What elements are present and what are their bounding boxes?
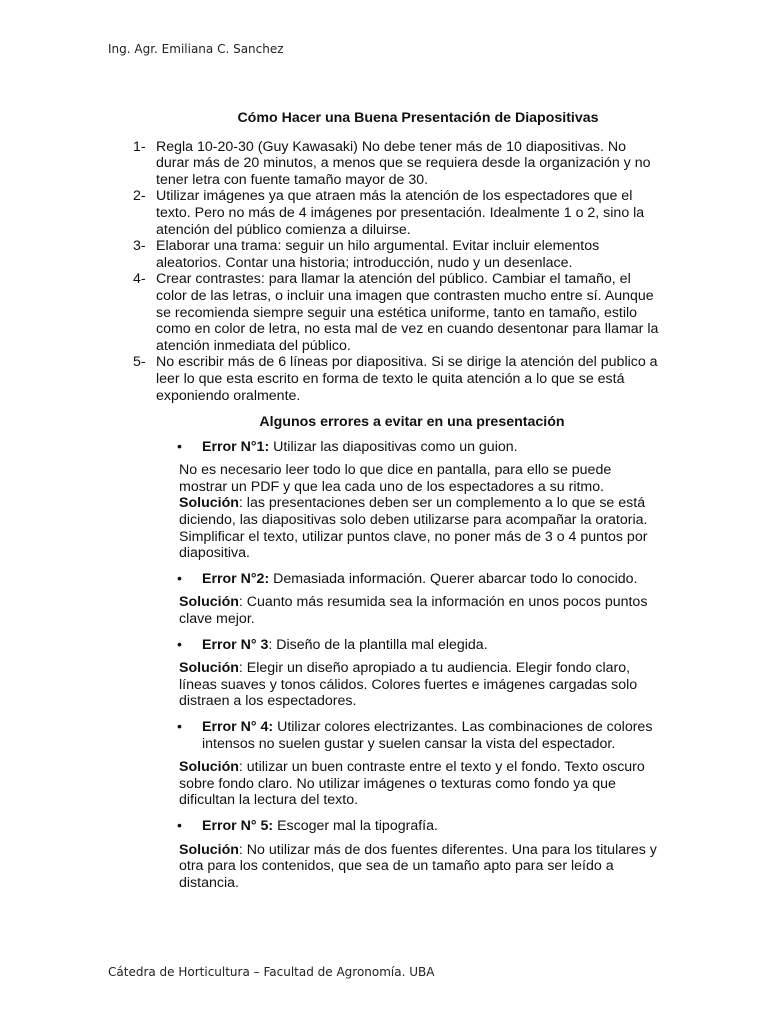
rule-item: [133, 238, 663, 271]
bullet-icon: •: [177, 636, 182, 653]
bullet-icon: •: [177, 570, 182, 587]
solution-label: Solución: [179, 594, 239, 611]
solution-label: Solución: [179, 660, 239, 677]
rule-text: Elaborar una trama: seguir un hilo argumental. Evitar incluir elementos aleatorios. Contar una historia; introducción, nudo y un desenlace.: [156, 238, 600, 271]
error-text: Utilizar colores electrizantes. Las combinaciones de colores intensos no suelen gustar y suelen cansar la vista del espectador.: [202, 719, 653, 752]
solution-text: : No utilizar más de dos fuentes diferentes. Una para los titulares y otra para los contenidos, que sea de un tamaño apto para ser leído a distancia.: [179, 841, 657, 891]
page-header-author: Ing. Agr. Emiliana C. Sanchez: [108, 42, 284, 56]
document-body: [133, 110, 663, 900]
error-text: Escoger mal la tipografía.: [273, 817, 438, 834]
error-1-pre-text: No es necesario leer todo lo que dice en pantalla, para ello se puede mostrar un PDF y que lea cada uno de los espectadores a su ritmo.: [179, 462, 612, 495]
error-label: Error N° 5:: [202, 817, 274, 834]
error-label: Error N°2:: [202, 570, 270, 587]
rules-list: [133, 139, 663, 405]
solution-text: : utilizar un buen contraste entre el texto y el fondo. Texto oscuro sobre fondo claro. No utilizar imágenes o texturas como fondo ya que dificultan la lectura del texto.: [179, 759, 645, 809]
rule-item: [133, 271, 663, 354]
error-item-2: [133, 571, 663, 588]
error-label: Error N°1:: [202, 438, 270, 455]
error-3-solution: [133, 660, 663, 710]
error-text: Utilizar las diapositivas como un guion.: [269, 438, 518, 455]
rule-text: No escribir más de 6 líneas por diapositiva. Si se dirige la atención del publico a leer lo que esta escrito en forma de texto le quita atención a lo que se está exponiendo oralmente.: [156, 354, 658, 404]
error-text: Demasiada información. Querer abarcar todo lo conocido.: [269, 570, 638, 587]
error-label: Error N° 3: [202, 636, 269, 653]
rule-number: 5-: [133, 354, 146, 371]
error-label: Error N° 4:: [202, 719, 274, 735]
rule-text: Regla 10-20-30 (Guy Kawasaki) No debe tener más de 10 diapositivas. No durar más de 20 minutos, a menos que se requiera desde la organización y no tener letra con fuente tamaño mayor de 30.: [156, 138, 651, 188]
rule-item: [133, 188, 663, 238]
rule-number: 4-: [133, 271, 146, 288]
bullet-icon: •: [177, 438, 182, 455]
rule-text: Crear contrastes: para llamar la atención del público. Cambiar el tamaño, el color de las letras, o incluir una imagen que contrasten mucho entre sí. Aunque se recomienda siempre seguir una estética uniforme, tanto en tamaño, estilo como en color de letra, no esta mal de vez en cuando desentonar para llamar la atención inmediata del público.: [156, 271, 659, 354]
document-title: Cómo Hacer una Buena Presentación de Diapositivas: [237, 110, 599, 126]
error-item-5: [133, 818, 663, 835]
solution-text: : las presentaciones deben ser un complemento a lo que se está diciendo, las diapositivas solo deben utilizarse para acompañar la oratoria. Simplificar el texto, utilizar puntos clave, no poner más de 3 o 4 puntos por diapositiva.: [179, 495, 648, 562]
solution-label: Solución: [179, 759, 239, 776]
solution-text: : Elegir un diseño apropiado a tu audiencia. Elegir fondo claro, líneas suaves y tonos cálidos. Colores fuertes e imágenes cargadas solo distraen a los espectadores.: [179, 660, 638, 710]
errors-subtitle: Algunos errores a evitar en una presentación: [259, 414, 565, 431]
error-5-solution: [133, 842, 663, 892]
bullet-icon: •: [177, 817, 182, 834]
bullet-icon: •: [177, 719, 182, 735]
rule-number: 3-: [133, 238, 146, 255]
error-2-solution: [133, 594, 663, 627]
rule-text: Utilizar imágenes ya que atraen más la atención de los espectadores que el texto. Pero no más de 4 imágenes por presentación. Idealmente 1 o 2, sino la atención del público comienza a diluirse.: [156, 188, 645, 238]
rule-item: [133, 139, 663, 189]
page-footer: Cátedra de Horticultura – Facultad de Agronomía. UBA: [108, 965, 435, 979]
rule-number: 1-: [133, 138, 146, 155]
rule-item: [133, 354, 663, 404]
solution-text: : Cuanto más resumida sea la información en unos pocos puntos clave mejor.: [179, 594, 648, 628]
rule-number: 2-: [133, 188, 146, 205]
error-text: : Diseño de la plantilla mal elegida.: [268, 636, 488, 653]
solution-label: Solución: [179, 841, 239, 858]
error-item-3: [133, 637, 663, 654]
error-4-solution: [133, 759, 663, 809]
solution-label: Solución: [179, 495, 239, 512]
error-1-explanation: [133, 462, 663, 562]
error-item-4: [133, 719, 663, 752]
error-item-1: [133, 439, 663, 456]
